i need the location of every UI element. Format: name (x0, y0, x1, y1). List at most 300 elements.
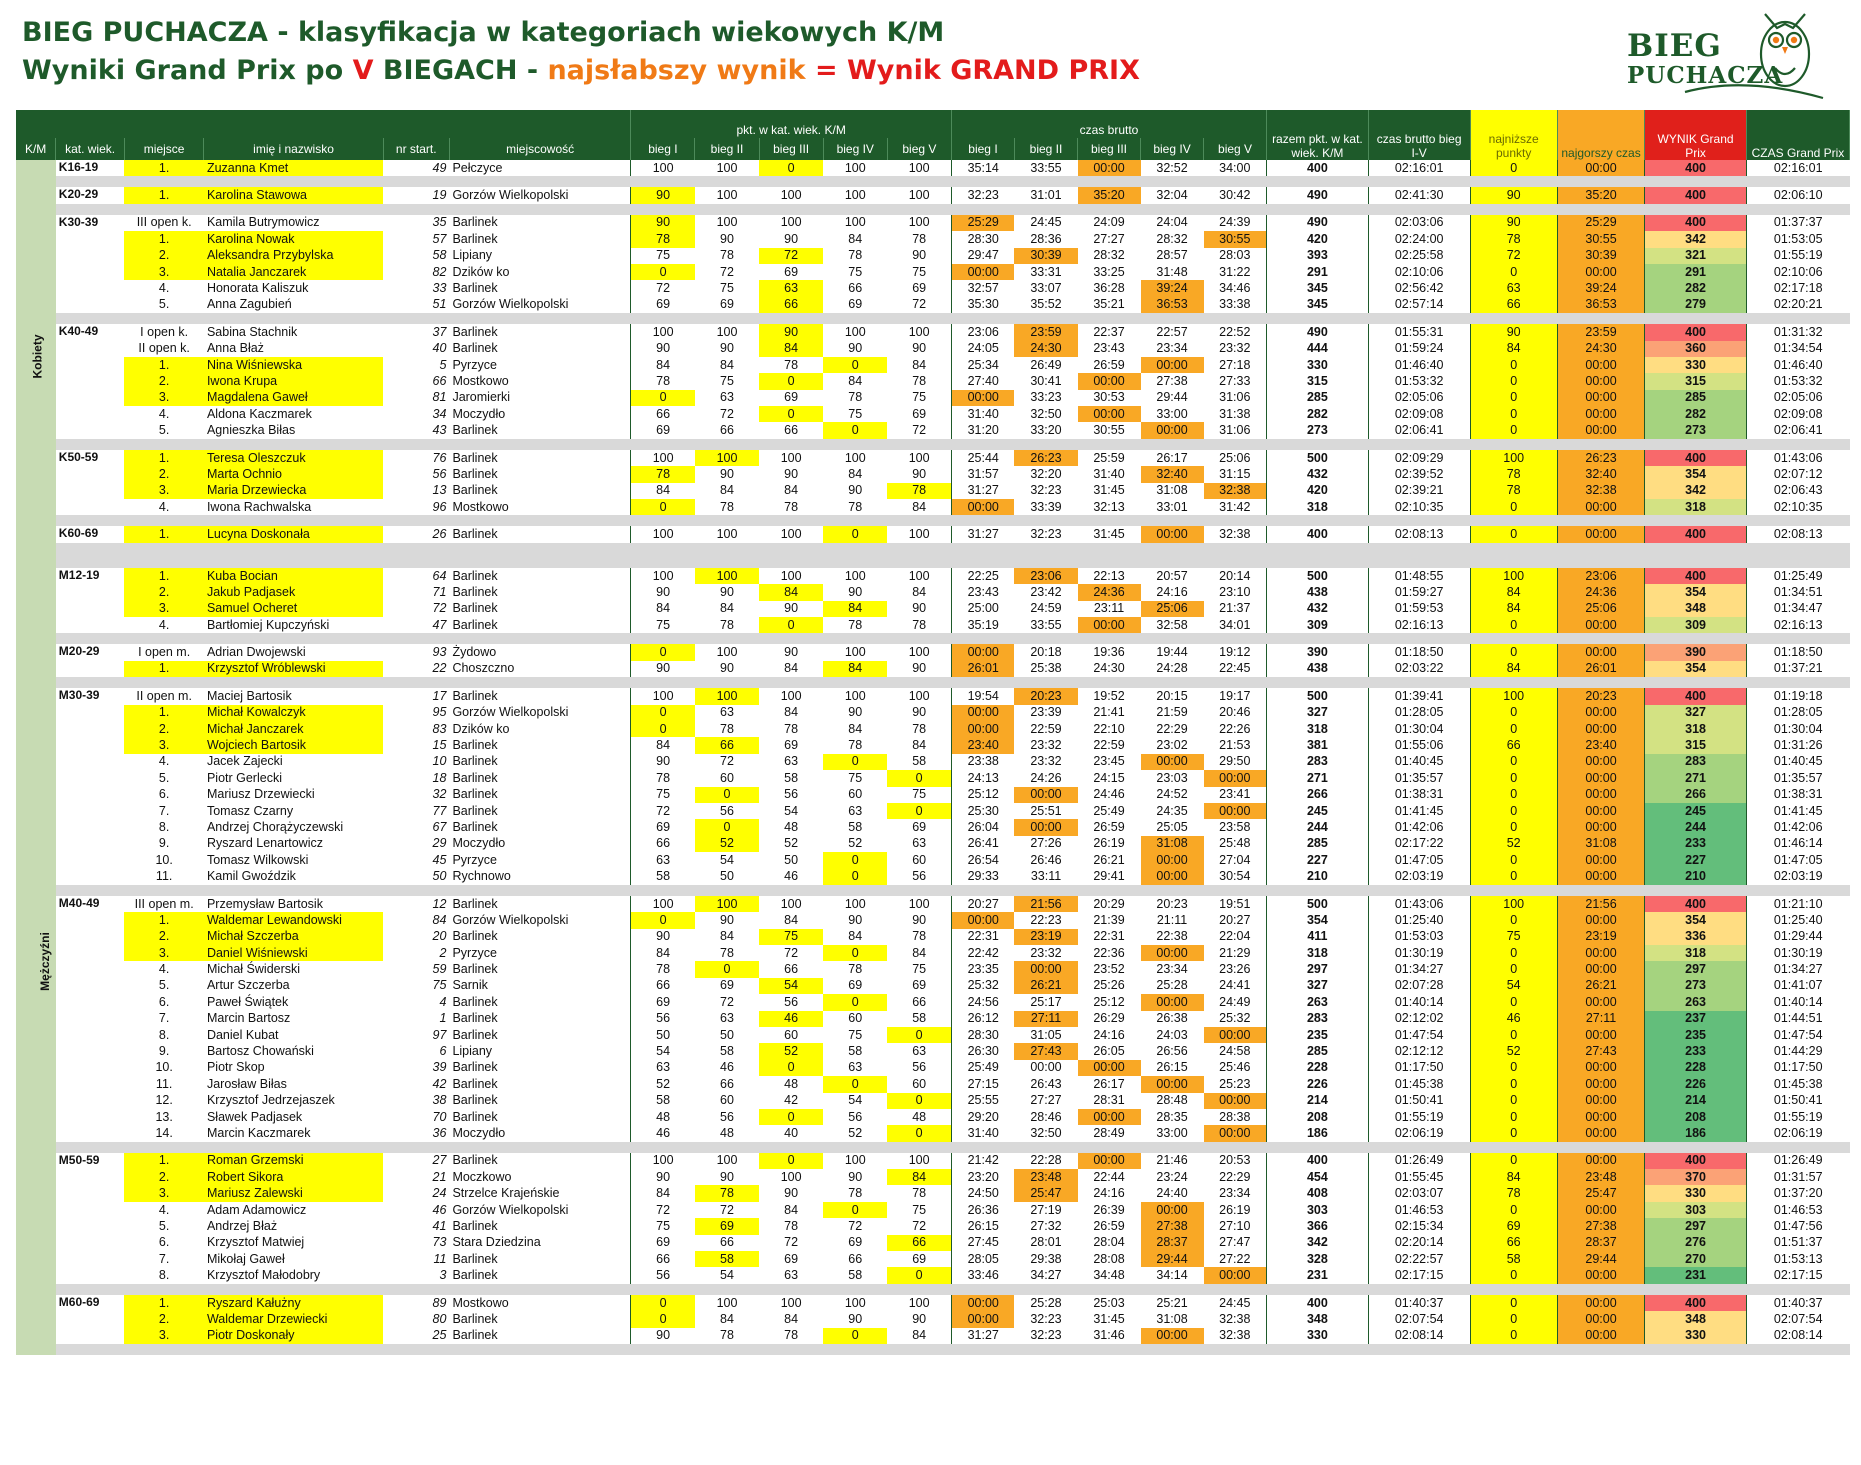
start-number: 89 (432, 1295, 447, 1310)
points-cell: 100 (908, 215, 930, 230)
worst-time: 00:00 (1557, 264, 1644, 280)
worst-time: 30:55 (1557, 231, 1644, 247)
points-cell: 100 (780, 1295, 802, 1310)
points-cell: 0 (759, 373, 823, 389)
runner-name: Krzysztof Małodobry (206, 1268, 321, 1283)
table-row (16, 1076, 1850, 1092)
points-cell: 72 (912, 1218, 927, 1233)
city-cell: Lipiany (452, 248, 493, 263)
time-cell: 31:40 (1093, 466, 1125, 481)
points-cell: 90 (631, 754, 695, 770)
table-row (16, 1235, 1850, 1251)
gp-result: 276 (1645, 1235, 1747, 1251)
sum-points: 438 (1267, 661, 1369, 677)
sum-points: 245 (1267, 803, 1369, 819)
points-cell: 78 (912, 1186, 927, 1201)
gp-time: 01:26:49 (1746, 1153, 1849, 1169)
points-cell: 78 (720, 248, 734, 263)
gp-result: 270 (1645, 1251, 1747, 1267)
worst-time: 23:59 (1557, 324, 1644, 340)
time-cell: 26:04 (951, 819, 1014, 835)
points-cell: 0 (823, 1328, 887, 1344)
time-cell: 25:05 (1156, 819, 1188, 834)
gp-time: 01:53:05 (1746, 231, 1849, 247)
points-cell: 100 (780, 688, 802, 703)
total-time: 02:16:01 (1368, 160, 1470, 176)
city-cell: Barlinek (452, 466, 498, 481)
runner-name: Teresa Oleszczuk (204, 450, 383, 466)
time-cell: 28:01 (1030, 1235, 1062, 1250)
gp-time: 01:34:27 (1746, 961, 1849, 977)
place-cell: 2. (124, 1169, 204, 1185)
city-cell: Barlinek (452, 341, 498, 356)
runner-name: Iwona Rachwalska (206, 499, 312, 514)
time-cell: 33:46 (951, 1267, 1014, 1283)
min-points: 90 (1470, 187, 1557, 203)
points-cell: 78 (848, 499, 863, 514)
time-cell: 24:45 (1219, 1295, 1251, 1310)
min-points: 0 (1470, 1125, 1557, 1141)
time-cell: 31:38 (1219, 406, 1251, 421)
worst-time: 31:08 (1557, 836, 1644, 852)
table-row (16, 422, 1850, 438)
table-row (16, 1060, 1850, 1076)
time-cell: 24:16 (1156, 584, 1188, 599)
gp-time: 01:41:07 (1746, 978, 1849, 994)
start-number: 3 (439, 1268, 447, 1283)
points-cell: 100 (716, 1153, 738, 1168)
gp-result: 342 (1645, 231, 1747, 247)
points-cell: 75 (759, 929, 823, 945)
start-number: 5 (439, 357, 447, 372)
points-cell: 100 (844, 188, 866, 203)
gp-result: 226 (1645, 1076, 1747, 1092)
time-cell: 24:59 (1030, 601, 1062, 616)
total-time: 01:40:14 (1368, 994, 1470, 1010)
start-number: 81 (432, 390, 447, 405)
time-cell: 23:45 (1093, 754, 1125, 769)
time-cell: 23:03 (1156, 770, 1188, 785)
min-points: 0 (1470, 644, 1557, 660)
start-number: 27 (432, 1153, 447, 1168)
time-cell: 28:03 (1219, 248, 1251, 263)
start-number: 80 (432, 1311, 447, 1326)
category-separator (16, 439, 1850, 450)
points-cell: 78 (695, 1185, 759, 1201)
header-category: kat. wiek. (56, 138, 125, 160)
place-cell: 4. (158, 406, 170, 421)
points-cell: 46 (784, 869, 799, 884)
gp-time: 01:17:50 (1746, 1060, 1849, 1076)
runner-name: Aldona Kaczmarek (206, 406, 312, 421)
table-row (16, 1093, 1850, 1109)
gp-time: 01:30:19 (1746, 945, 1849, 961)
time-cell: 31:27 (951, 483, 1014, 499)
time-cell: 22:59 (1093, 738, 1125, 753)
points-cell: 48 (720, 1126, 734, 1140)
runner-name: Andrzej Błaż (206, 1218, 278, 1233)
points-cell: 78 (912, 929, 927, 944)
worst-time: 29:44 (1557, 1251, 1644, 1267)
min-points: 0 (1470, 721, 1557, 737)
total-time: 01:34:27 (1368, 961, 1470, 977)
worst-time: 00:00 (1557, 803, 1644, 819)
time-cell: 25:12 (951, 787, 1014, 803)
time-cell: 23:52 (1093, 962, 1125, 977)
sum-points: 500 (1267, 896, 1369, 912)
page-header (22, 14, 1140, 90)
gp-result: 400 (1645, 688, 1747, 704)
time-cell: 27:26 (1030, 836, 1062, 851)
time-cell: 23:06 (951, 324, 1014, 340)
gp-result: 390 (1645, 644, 1747, 660)
table-row (16, 994, 1850, 1010)
total-time: 02:24:00 (1368, 231, 1470, 247)
gp-time: 02:05:06 (1746, 390, 1849, 406)
total-time: 01:17:50 (1368, 1060, 1470, 1076)
time-cell: 34:14 (1156, 1268, 1188, 1283)
place-cell: 3. (124, 601, 204, 617)
start-number: 43 (432, 423, 447, 438)
time-cell: 22:31 (1093, 929, 1125, 944)
total-time: 01:46:53 (1368, 1202, 1470, 1218)
category-label: M40-49 (56, 896, 125, 1142)
time-cell: 27:47 (1219, 1235, 1251, 1250)
sum-points: 500 (1267, 568, 1369, 584)
sum-points: 400 (1267, 1295, 1369, 1311)
runner-name: Daniel Kubat (206, 1027, 279, 1042)
time-cell: 31:27 (951, 1328, 1014, 1344)
header-time-run-1: bieg I (951, 138, 1014, 160)
title-line-1: BIEG PUCHACZA - klasyfikacja w kategoriach wiekowych K/M (22, 17, 945, 48)
time-cell: 22:26 (1219, 721, 1251, 736)
time-cell: 25:21 (1156, 1295, 1188, 1310)
points-cell: 100 (631, 688, 695, 704)
table-body (16, 160, 1850, 1355)
points-cell: 75 (720, 281, 734, 296)
total-time: 02:10:06 (1368, 264, 1470, 280)
city-cell: Barlinek (452, 1218, 498, 1233)
start-number: 20 (432, 929, 447, 944)
points-cell: 75 (631, 617, 695, 633)
place-cell: 7. (158, 803, 170, 818)
points-cell: 78 (912, 721, 927, 736)
sum-points: 327 (1267, 705, 1369, 721)
min-points: 75 (1470, 929, 1557, 945)
bieg-puchacza-logo (1625, 6, 1825, 110)
points-cell: 100 (844, 688, 866, 703)
header-points-run-5: bieg V (887, 138, 951, 160)
points-cell: 75 (848, 770, 863, 785)
time-cell: 26:19 (1093, 836, 1125, 851)
start-number: 18 (432, 770, 447, 785)
total-time: 02:20:14 (1368, 1235, 1470, 1251)
sum-points: 411 (1267, 929, 1369, 945)
place-cell: 5. (158, 770, 170, 785)
time-cell: 25:49 (1093, 803, 1125, 818)
points-cell: 90 (912, 661, 927, 676)
points-cell: 78 (720, 1328, 734, 1343)
time-cell: 24:45 (1030, 215, 1062, 230)
header-points-run-1: bieg I (631, 138, 695, 160)
time-cell: 26:56 (1156, 1044, 1188, 1059)
gp-result: 321 (1645, 248, 1747, 264)
gp-time: 01:47:05 (1746, 852, 1849, 868)
time-cell: 23:06 (1014, 568, 1077, 584)
points-cell: 0 (631, 390, 695, 406)
gp-time: 02:10:35 (1746, 499, 1849, 515)
gp-time: 01:18:50 (1746, 644, 1849, 660)
gp-time: 02:08:13 (1746, 526, 1849, 542)
sum-points: 500 (1267, 450, 1369, 466)
table-row (16, 1109, 1850, 1125)
time-cell: 33:00 (1156, 406, 1188, 421)
city-cell: Pyrzyce (452, 945, 497, 960)
points-cell: 84 (720, 929, 734, 944)
time-cell: 21:29 (1219, 945, 1251, 960)
time-cell: 30:39 (1014, 248, 1077, 264)
time-cell: 30:42 (1219, 188, 1251, 203)
min-points: 0 (1470, 1153, 1557, 1169)
time-cell: 36:28 (1093, 281, 1125, 296)
place-cell: 6. (158, 994, 170, 1009)
city-cell: Barlinek (452, 688, 498, 703)
time-cell: 23:38 (951, 754, 1014, 770)
sum-points: 309 (1267, 617, 1369, 633)
points-cell: 84 (631, 737, 695, 753)
time-cell: 23:42 (1030, 584, 1062, 599)
min-points: 84 (1470, 341, 1557, 357)
time-cell: 00:00 (1141, 1076, 1204, 1092)
title-line-2 (22, 52, 1140, 90)
table-row (16, 1153, 1850, 1169)
time-cell: 29:44 (1141, 1251, 1204, 1267)
points-cell: 84 (784, 483, 799, 498)
title-part-a: Wyniki Grand Prix po (22, 55, 353, 86)
separator-cell (56, 439, 1850, 450)
start-number: 12 (432, 896, 447, 911)
start-number: 83 (432, 721, 447, 736)
sum-points: 330 (1267, 1328, 1369, 1344)
points-cell: 48 (631, 1109, 695, 1125)
points-cell: 78 (912, 231, 927, 246)
time-cell: 26:36 (951, 1202, 1014, 1218)
gp-time: 02:16:13 (1746, 617, 1849, 633)
points-cell: 0 (887, 1267, 951, 1283)
total-time: 02:06:41 (1368, 422, 1470, 438)
gp-time: 01:21:10 (1746, 896, 1849, 912)
place-cell: 11. (155, 869, 173, 884)
min-points: 66 (1470, 737, 1557, 753)
worst-time: 00:00 (1557, 868, 1644, 884)
points-cell: 78 (848, 1186, 863, 1201)
points-cell: 90 (912, 1311, 927, 1326)
place-cell: 1. (124, 357, 204, 373)
time-cell: 33:11 (1030, 869, 1062, 884)
place-cell: 2. (124, 584, 204, 600)
gp-time: 01:44:51 (1746, 1011, 1849, 1027)
gp-result: 208 (1645, 1109, 1747, 1125)
table-row (16, 390, 1850, 406)
points-cell: 63 (784, 754, 799, 769)
gp-result: 336 (1645, 929, 1747, 945)
time-cell: 31:05 (1030, 1027, 1062, 1042)
time-cell: 34:01 (1219, 617, 1251, 632)
runner-name: Sabina Stachnik (206, 324, 298, 339)
total-time: 02:08:13 (1368, 526, 1470, 542)
time-cell: 23:34 (1156, 962, 1188, 977)
points-cell: 100 (631, 160, 695, 176)
points-cell: 63 (784, 1268, 799, 1283)
city-cell: Barlinek (452, 1311, 498, 1326)
time-cell: 19:52 (1093, 688, 1125, 703)
category-separator (16, 677, 1850, 688)
points-cell: 100 (695, 450, 759, 466)
city-cell: Mostkowo (452, 499, 509, 514)
time-cell: 33:25 (1093, 264, 1125, 279)
time-cell: 25:28 (1030, 1295, 1062, 1310)
total-time: 01:55:19 (1368, 1109, 1470, 1125)
total-time: 01:40:45 (1368, 754, 1470, 770)
min-points: 46 (1470, 1011, 1557, 1027)
time-cell: 22:13 (1093, 568, 1125, 583)
points-cell: 0 (887, 1093, 951, 1109)
time-cell: 32:23 (951, 187, 1014, 203)
points-cell: 100 (780, 1169, 802, 1184)
gp-time: 02:06:43 (1746, 483, 1849, 499)
total-time: 01:55:45 (1368, 1169, 1470, 1185)
points-cell: 100 (908, 645, 930, 660)
title-part-c: BIEGACH - (373, 55, 548, 86)
time-cell: 24:16 (1093, 1186, 1125, 1201)
runner-name: Anna Zagubień (206, 297, 292, 312)
sum-points: 354 (1267, 912, 1369, 928)
gp-time: 02:06:41 (1746, 422, 1849, 438)
title-part-f: Wynik GRAND PRIX (846, 55, 1140, 86)
time-cell: 24:09 (1093, 215, 1125, 230)
sum-points: 438 (1267, 584, 1369, 600)
worst-time: 00:00 (1557, 1093, 1644, 1109)
min-points: 0 (1470, 1295, 1557, 1311)
points-cell: 60 (848, 1011, 863, 1026)
gp-result: 244 (1645, 819, 1747, 835)
points-cell: 90 (912, 601, 927, 616)
time-cell: 25:47 (1014, 1185, 1077, 1201)
total-time: 01:18:50 (1368, 644, 1470, 660)
sum-points: 432 (1267, 466, 1369, 482)
points-cell: 66 (631, 406, 695, 422)
runner-name: Paweł Świątek (206, 994, 289, 1009)
city-cell: Barlinek (452, 215, 498, 230)
runner-name: Kamila Butrymowicz (206, 215, 320, 230)
gp-result: 354 (1645, 661, 1747, 677)
total-time: 01:25:40 (1368, 912, 1470, 928)
points-cell: 52 (759, 1043, 823, 1059)
time-cell: 24:15 (1093, 770, 1125, 785)
table-row (16, 1267, 1850, 1283)
gp-result: 231 (1645, 1267, 1747, 1283)
category-separator (16, 204, 1850, 215)
points-cell: 72 (912, 297, 927, 312)
worst-time: 00:00 (1557, 1076, 1644, 1092)
sum-points: 408 (1267, 1185, 1369, 1201)
sex-label (16, 160, 56, 554)
points-cell: 90 (784, 466, 799, 481)
time-cell: 20:23 (1014, 688, 1077, 704)
points-cell: 66 (887, 1235, 951, 1251)
place-cell: 11. (155, 1076, 173, 1091)
points-cell: 75 (848, 406, 863, 421)
time-cell: 35:19 (951, 617, 1014, 633)
time-cell: 21:39 (1093, 912, 1125, 927)
category-label: M60-69 (56, 1295, 125, 1344)
worst-time: 25:47 (1557, 1185, 1644, 1201)
time-cell: 00:00 (1204, 1125, 1267, 1141)
points-cell: 78 (848, 390, 863, 405)
start-number: 38 (432, 1093, 447, 1108)
runner-name: Tomasz Czarny (206, 803, 294, 818)
time-cell: 25:23 (1219, 1076, 1251, 1091)
points-cell: 84 (631, 945, 695, 961)
worst-time: 00:00 (1557, 721, 1644, 737)
time-cell: 27:45 (951, 1235, 1014, 1251)
points-cell: 72 (784, 1235, 799, 1250)
points-cell: 52 (695, 836, 759, 852)
start-number: 26 (432, 527, 447, 542)
points-cell: 54 (784, 803, 799, 818)
worst-time: 23:06 (1557, 568, 1644, 584)
min-points: 63 (1470, 280, 1557, 296)
points-cell: 78 (784, 1328, 799, 1343)
city-cell: Gorzów Wielkopolski (452, 297, 569, 312)
points-cell: 69 (912, 281, 927, 296)
time-cell: 25:49 (951, 1060, 1014, 1076)
header-name: imię i nazwisko (204, 138, 383, 160)
time-cell: 35:52 (1030, 297, 1062, 312)
sum-points: 303 (1267, 1202, 1369, 1218)
table-row (16, 584, 1850, 600)
points-cell: 84 (784, 1311, 799, 1326)
points-cell: 100 (631, 568, 695, 584)
gp-time: 01:51:37 (1746, 1235, 1849, 1251)
city-cell: Barlinek (452, 1251, 498, 1266)
time-cell: 26:17 (1093, 1076, 1125, 1091)
gp-result: 297 (1645, 1218, 1747, 1234)
time-cell: 23:34 (1156, 341, 1188, 356)
gp-time: 01:30:04 (1746, 721, 1849, 737)
sum-points: 345 (1267, 280, 1369, 296)
start-number: 70 (432, 1109, 447, 1124)
place-cell: 10. (155, 852, 173, 867)
start-number: 96 (432, 499, 447, 514)
points-cell: 100 (631, 526, 695, 542)
separator-cell (56, 204, 1850, 215)
time-cell: 28:49 (1093, 1126, 1125, 1140)
time-cell: 28:30 (951, 1027, 1014, 1043)
points-cell: 60 (912, 852, 927, 867)
city-cell: Jaromierki (452, 390, 511, 405)
time-cell: 32:38 (1219, 527, 1251, 542)
gp-result: 330 (1645, 357, 1747, 373)
points-cell: 69 (848, 978, 863, 993)
points-cell: 78 (631, 961, 695, 977)
start-number: 42 (432, 1076, 447, 1091)
total-time: 02:03:19 (1368, 868, 1470, 884)
start-number: 33 (432, 281, 447, 296)
points-cell: 63 (759, 280, 823, 296)
points-cell: 90 (848, 483, 863, 498)
worst-time: 00:00 (1557, 912, 1644, 928)
